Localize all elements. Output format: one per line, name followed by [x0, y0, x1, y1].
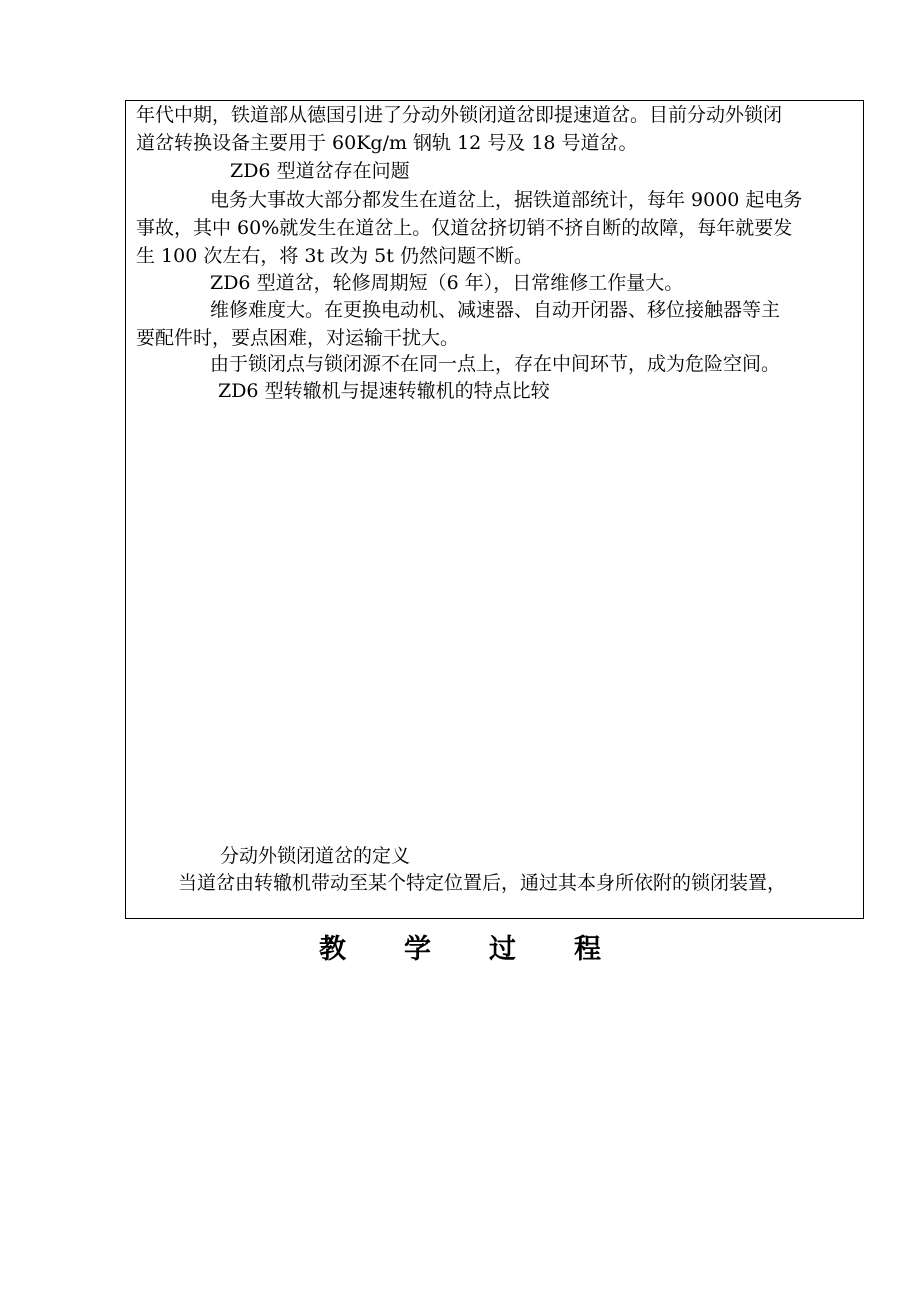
section-heading: 教学过程	[319, 934, 659, 965]
text-line: 分动外锁闭道岔的定义	[220, 845, 411, 867]
text-line: 维修难度大。在更换电动机、减速器、自动开闭器、移位接触器等主	[210, 299, 781, 321]
text-line: 电务大事故大部分都发生在道岔上，据铁道部统计，每年 9000 起电务	[210, 189, 803, 211]
text-line: ZD6 型转辙机与提速转辙机的特点比较	[218, 380, 550, 402]
text-line: 生 100 次左右，将 3t 改为 5t 仍然问题不断。	[136, 245, 533, 267]
text-line: 事故，其中 60%就发生在道岔上。仅道岔挤切销不挤自断的故障，每年就要发	[136, 217, 793, 239]
text-line: 道岔转换设备主要用于 60Kg/m 钢轨 12 号及 18 号道岔。	[136, 132, 638, 154]
text-line: 要配件时，要点困难，对运输干扰大。	[136, 327, 460, 349]
text-line: ZD6 型道岔，轮修周期短（6 年），日常维修工作量大。	[210, 272, 684, 294]
text-line: ZD6 型道岔存在问题	[230, 160, 410, 182]
text-line: 年代中期，铁道部从德国引进了分动外锁闭道岔即提速道岔。目前分动外锁闭	[136, 104, 783, 126]
text-line: 由于锁闭点与锁闭源不在同一点上，存在中间环节，成为危险空间。	[210, 353, 781, 375]
text-line: 当道岔由转辙机带动至某个特定位置后，通过其本身所依附的锁闭装置，	[178, 872, 787, 894]
